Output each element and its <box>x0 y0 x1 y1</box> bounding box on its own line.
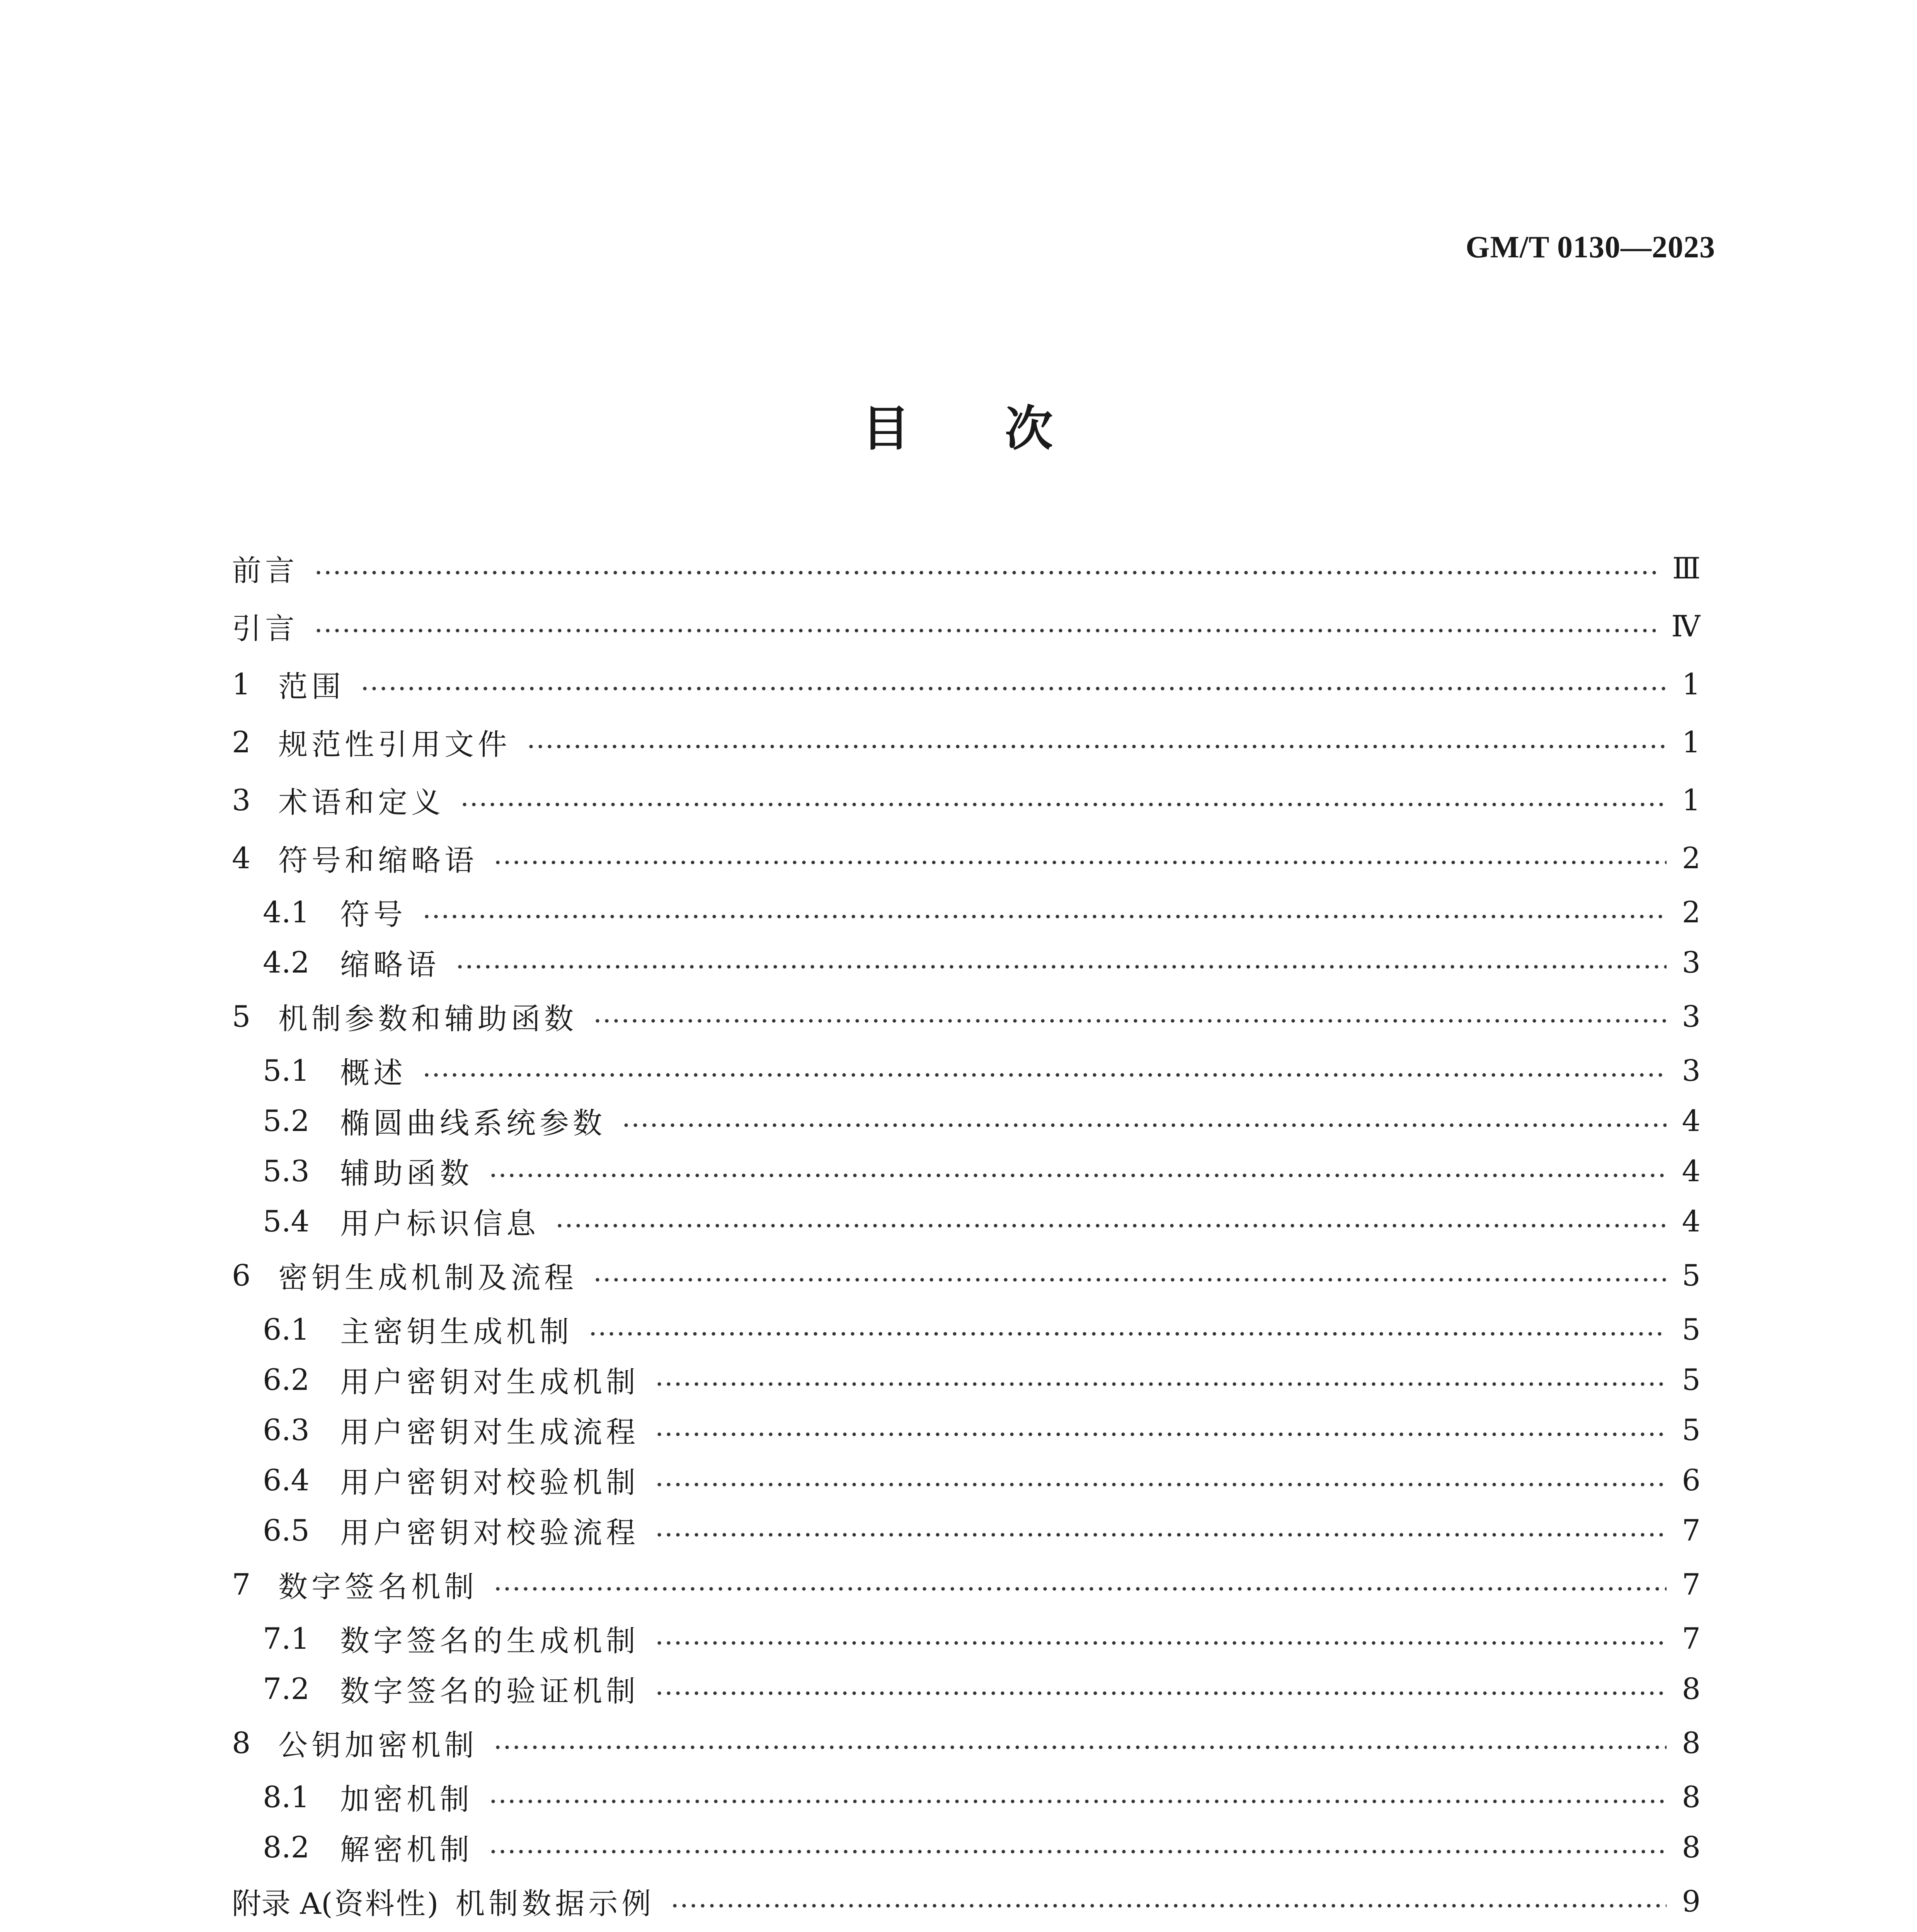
toc-entry-page: 5 <box>1682 1312 1701 1347</box>
toc-entry-section-6-1[interactable] <box>232 1304 1701 1354</box>
toc-entry-page: 1 <box>1682 782 1701 817</box>
dot-leader <box>460 802 1667 807</box>
toc-entry-section-4-1[interactable] <box>232 887 1701 937</box>
toc-entry-number: 6 <box>232 1258 251 1293</box>
toc-entry-page: 8 <box>1682 1830 1701 1864</box>
toc-entry-page: 8 <box>1682 1725 1701 1760</box>
toc-entry-label: 符号和缩略语 <box>278 843 478 878</box>
toc-entry-section-2[interactable] <box>232 713 1701 771</box>
toc-entry-number: 5.4 <box>263 1204 310 1238</box>
toc-entry-page: 9 <box>1682 1884 1701 1918</box>
toc-entry-label: 概述 <box>340 1055 407 1090</box>
toc-entry-number: 7 <box>232 1567 251 1602</box>
toc-entry-label: 用户密钥对生成机制 <box>340 1364 639 1399</box>
toc-entry-page: 2 <box>1682 895 1701 929</box>
toc-entry-section-5-2[interactable] <box>232 1095 1701 1146</box>
toc-entry-page: 4 <box>1682 1204 1701 1238</box>
toc-entry-page: 5 <box>1682 1412 1701 1447</box>
toc-entry-page: 7 <box>1682 1567 1701 1602</box>
dot-leader <box>655 1382 1667 1386</box>
dot-leader <box>493 1587 1667 1591</box>
toc-title-right: 次 <box>1005 401 1056 457</box>
toc-entry-page: Ⅲ <box>1672 551 1701 585</box>
toc-title <box>0 390 1917 459</box>
toc-entry-label: 用户密钥对校验机制 <box>340 1465 639 1500</box>
standard-code: GM/T 0130—2023 <box>1466 230 1715 264</box>
toc-entry-section-5-4[interactable] <box>232 1196 1701 1246</box>
toc-entry-page: 1 <box>1682 724 1701 759</box>
toc-entry-label: 主密钥生成机制 <box>340 1314 573 1349</box>
toc-entry-label: 用户密钥对校验流程 <box>340 1515 639 1550</box>
dot-leader <box>655 1482 1667 1487</box>
toc-entry-section-6[interactable] <box>232 1246 1701 1304</box>
toc-entry-page: 5 <box>1682 1258 1701 1293</box>
dot-leader <box>588 1332 1667 1336</box>
toc-title-left: 目 <box>861 401 912 457</box>
toc-entry-number: 7.2 <box>263 1671 310 1706</box>
toc-entry-page: 3 <box>1682 1053 1701 1088</box>
toc-entry-label: 辅助函数 <box>340 1156 473 1190</box>
toc-entry-number: 6.1 <box>263 1312 310 1347</box>
toc-entry-section-8-1[interactable] <box>232 1772 1701 1822</box>
dot-leader <box>314 570 1657 575</box>
toc-entry-number: 6.5 <box>263 1513 310 1548</box>
toc-entry-section-3[interactable] <box>232 771 1701 829</box>
dot-leader <box>526 744 1667 749</box>
toc-entry-number: 5.1 <box>263 1053 310 1088</box>
dot-leader <box>493 860 1667 865</box>
toc-entry-number: 6.3 <box>263 1412 310 1447</box>
toc-entry-number: 6.2 <box>263 1362 310 1397</box>
toc-entry-section-5[interactable] <box>232 987 1701 1045</box>
dot-leader <box>422 1073 1667 1077</box>
toc-entry-label: 密钥生成机制及流程 <box>278 1260 577 1295</box>
toc-entry-page: 8 <box>1682 1671 1701 1706</box>
toc-entry-label: 前言 <box>232 553 298 588</box>
toc-entry-page: 3 <box>1682 945 1701 980</box>
toc-entry-label: 数字签名的生成机制 <box>340 1623 639 1658</box>
toc-entry-number: 6.4 <box>263 1463 310 1497</box>
toc-entry-section-6-4[interactable] <box>232 1455 1701 1505</box>
toc-entry-page: 6 <box>1682 1463 1701 1497</box>
toc-entry-number: 7.1 <box>263 1621 310 1656</box>
toc-entry-label: 数字签名机制 <box>278 1569 478 1604</box>
toc-entry-number: 5 <box>232 999 251 1034</box>
toc-entry-number: 3 <box>232 782 251 817</box>
toc-entry-introduction[interactable] <box>232 597 1701 655</box>
dot-leader <box>621 1123 1667 1128</box>
toc-entry-section-7-1[interactable] <box>232 1613 1701 1663</box>
toc-entry-annex-b[interactable] <box>232 1930 1701 1932</box>
toc-entry-section-8-2[interactable] <box>232 1822 1701 1872</box>
toc-entry-label: 公钥加密机制 <box>278 1728 478 1762</box>
dot-leader <box>593 1019 1667 1023</box>
toc-entry-page: 7 <box>1682 1513 1701 1548</box>
toc-entry-page: 3 <box>1682 999 1701 1034</box>
dot-leader <box>314 628 1656 633</box>
toc-entry-number: 4 <box>232 840 251 875</box>
toc-entry-foreword[interactable] <box>232 539 1701 597</box>
dot-leader <box>489 1173 1667 1178</box>
toc-entry-page: 4 <box>1682 1103 1701 1138</box>
toc-entry-annex-a[interactable] <box>232 1872 1701 1930</box>
annex-number: 附录 A <box>232 1886 322 1921</box>
table-of-contents <box>232 539 1701 1932</box>
toc-entry-page: 7 <box>1682 1621 1701 1656</box>
dot-leader <box>593 1277 1667 1282</box>
toc-entry-number: 4.1 <box>263 895 310 929</box>
dot-leader <box>360 686 1667 691</box>
toc-entry-page: 2 <box>1682 840 1701 875</box>
toc-entry-page: 4 <box>1682 1153 1701 1188</box>
toc-entry-page: 8 <box>1682 1779 1701 1814</box>
toc-entry-label: 缩略语 <box>340 947 440 982</box>
toc-entry-number: 5.3 <box>263 1153 310 1188</box>
toc-entry-section-7-2[interactable] <box>232 1663 1701 1714</box>
dot-leader <box>655 1532 1667 1537</box>
toc-entry-label: 机制数据示例 <box>455 1886 655 1921</box>
dot-leader <box>670 1903 1666 1908</box>
toc-entry-number: 4.2 <box>263 945 310 980</box>
toc-entry-number: 8.1 <box>263 1779 310 1814</box>
dot-leader <box>555 1223 1667 1228</box>
toc-entry-section-5-3[interactable] <box>232 1146 1701 1196</box>
toc-entry-label: 机制参数和辅助函数 <box>278 1001 577 1036</box>
toc-entry-label: 椭圆曲线系统参数 <box>340 1105 606 1140</box>
toc-entry-number: 1 <box>232 667 251 701</box>
toc-entry-label: 数字签名的验证机制 <box>340 1673 639 1708</box>
toc-entry-label: 范围 <box>278 669 345 704</box>
dot-leader <box>455 964 1667 969</box>
toc-entry-number: 2 <box>232 724 251 759</box>
toc-entry-number: 8.2 <box>263 1830 310 1864</box>
toc-entry-label: 符号 <box>340 897 407 932</box>
dot-leader <box>489 1799 1667 1804</box>
toc-entry-label: 加密机制 <box>340 1782 473 1816</box>
toc-entry-label: 解密机制 <box>340 1832 473 1867</box>
toc-entry-page: 5 <box>1682 1362 1701 1397</box>
toc-entry-section-1[interactable] <box>232 655 1701 713</box>
toc-entry-label: 用户密钥对生成流程 <box>340 1415 639 1449</box>
dot-leader <box>655 1641 1667 1645</box>
toc-entry-label: 引言 <box>232 611 298 646</box>
annex-kind: (资料性) <box>321 1886 440 1921</box>
toc-entry-page: 1 <box>1682 667 1701 701</box>
toc-entry-section-4-2[interactable] <box>232 937 1701 987</box>
dot-leader <box>655 1432 1667 1437</box>
toc-entry-section-4[interactable] <box>232 829 1701 887</box>
toc-entry-page: Ⅳ <box>1671 609 1701 643</box>
toc-entry-number: 5.2 <box>263 1103 310 1138</box>
toc-entry-section-8[interactable] <box>232 1714 1701 1772</box>
dot-leader <box>493 1745 1667 1750</box>
toc-entry-label: 术语和定义 <box>278 785 444 820</box>
toc-entry-section-5-1[interactable] <box>232 1045 1701 1095</box>
dot-leader <box>655 1691 1667 1696</box>
toc-entry-label: 规范性引用文件 <box>278 727 511 762</box>
toc-entry-section-6-2[interactable] <box>232 1354 1701 1405</box>
toc-entry-section-6-3[interactable] <box>232 1405 1701 1455</box>
dot-leader <box>489 1849 1667 1854</box>
toc-entry-section-6-5[interactable] <box>232 1505 1701 1555</box>
toc-entry-label: 用户标识信息 <box>340 1206 540 1241</box>
dot-leader <box>422 914 1667 919</box>
toc-entry-section-7[interactable] <box>232 1555 1701 1613</box>
toc-entry-number: 8 <box>232 1725 251 1760</box>
